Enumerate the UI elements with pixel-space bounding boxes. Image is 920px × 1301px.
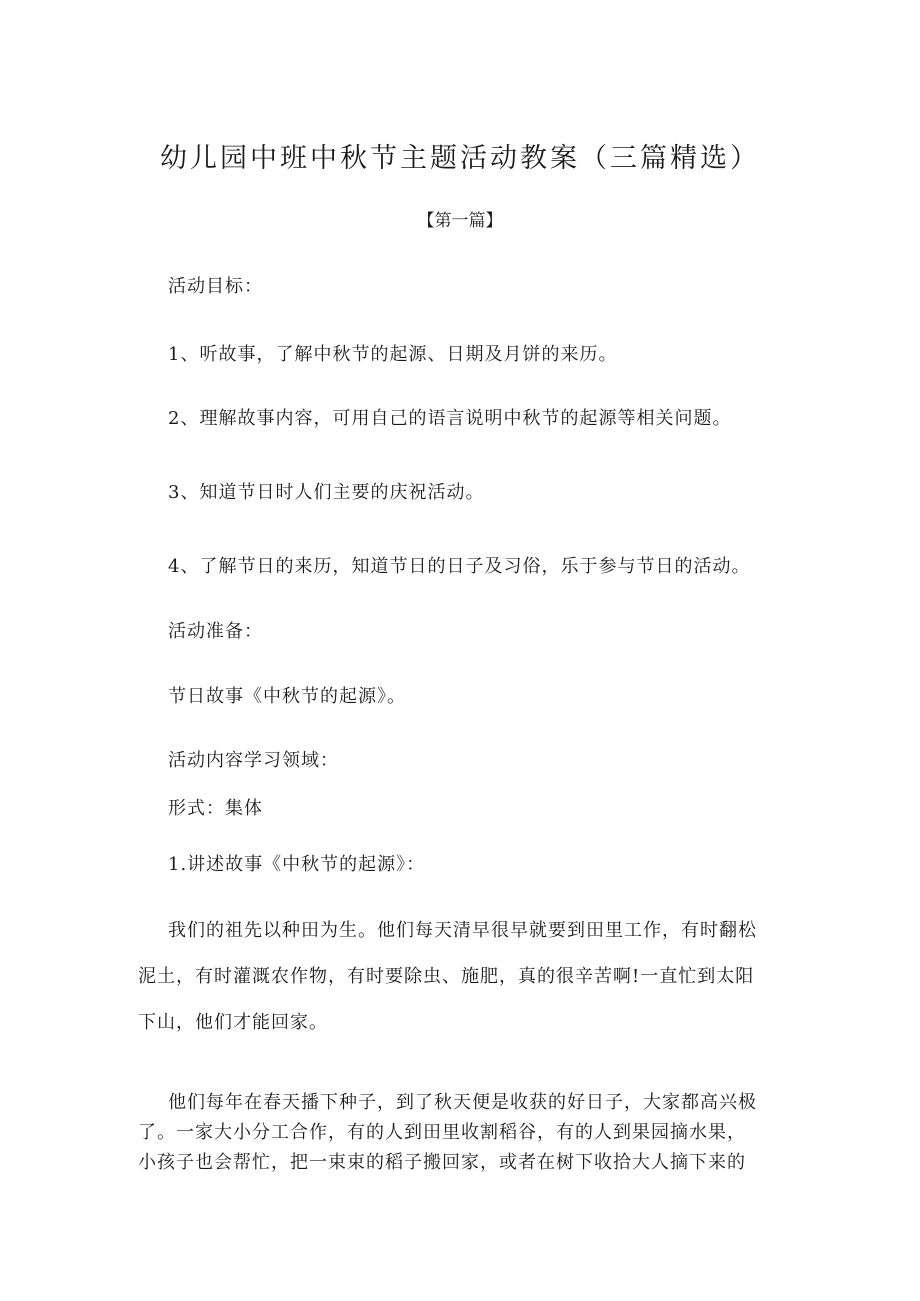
prep-text: 节日故事《中秋节的起源》。	[168, 686, 406, 707]
section-label: 【第一篇】	[417, 211, 503, 231]
heading-prep: 活动准备：	[168, 621, 263, 642]
story-paragraph-1-line: 下山，他们才能回家。	[138, 1012, 328, 1033]
story-paragraph-2	[138, 1088, 798, 1178]
story-paragraph-2-line: 他们每年在春天播下种子，到了秋天便是收获的好日子，大家都高兴极	[168, 1092, 757, 1113]
story-paragraph-2-line: 小孩子也会帮忙，把一束束的稻子搬回家，或者在树下收拾大人摘下来的	[138, 1152, 746, 1173]
story-paragraph-2-line: 了。一家大小分工合作，有的人到田里收割稻谷，有的人到果园摘水果，	[138, 1122, 746, 1143]
document-title: 幼儿园中班中秋节主题活动教案（三篇精选）	[160, 143, 760, 174]
story-paragraph-1	[138, 908, 798, 1046]
story-paragraph-1-line: 我们的祖先以种田为生。他们每天清早很早就要到田里工作，有时翻松	[168, 920, 757, 941]
step-1: 1.讲述故事《中秋节的起源》：	[168, 854, 426, 875]
goal-item-3: 3、知道节日时人们主要的庆祝活动。	[168, 482, 485, 503]
goal-item-2: 2、理解故事内容，可用自己的语言说明中秋节的起源等相关问题。	[168, 408, 732, 429]
goal-item-4: 4、了解节日的来历，知道节日的日子及习俗，乐于参与节日的活动。	[168, 556, 751, 577]
form-text: 形式：集体	[168, 798, 263, 819]
heading-goals: 活动目标：	[168, 276, 263, 297]
story-paragraph-1-line: 泥土，有时灌溉农作物，有时要除虫、施肥，真的很辛苦啊!一直忙到太阳	[138, 966, 755, 987]
goal-item-1: 1、听故事，了解中秋节的起源、日期及月饼的来历。	[168, 344, 618, 365]
heading-content: 活动内容学习领域：	[168, 750, 339, 771]
